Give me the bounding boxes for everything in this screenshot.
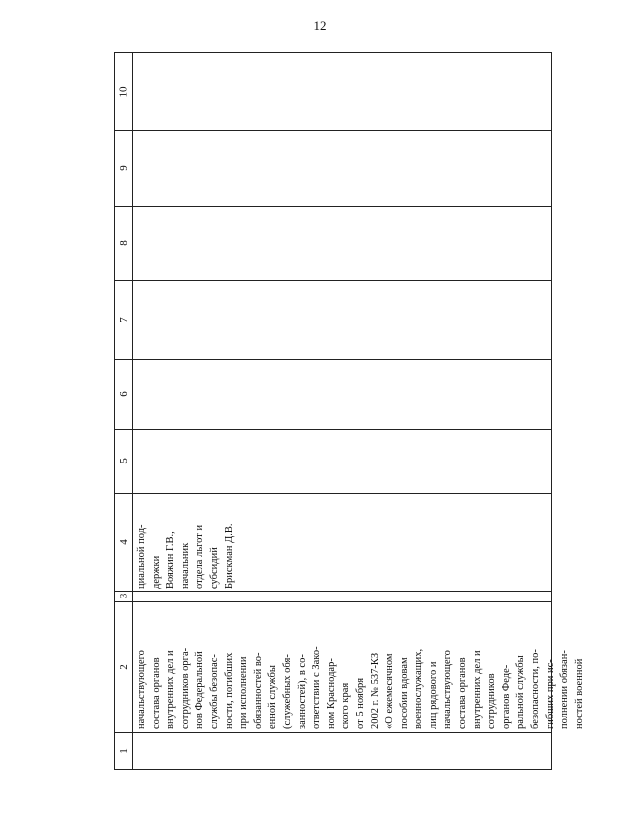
cell-text-line: безопасности, по- <box>530 649 542 729</box>
row-border <box>115 732 551 733</box>
cell-text-line: обязанностей во- <box>252 652 264 729</box>
cell-text-line: ответствии с Зако- <box>311 646 323 729</box>
column-header-6: 6 <box>117 391 130 397</box>
cell-column-2 <box>135 646 587 729</box>
column-header-10: 10 <box>117 86 130 97</box>
cell-text-line: службы безопас- <box>208 654 220 729</box>
cell-text-line: начальствующего <box>136 650 147 729</box>
data-table <box>114 52 585 770</box>
cell-text-line: Брискман Д.В. <box>223 523 235 589</box>
cell-text-line: субсидий <box>208 547 220 589</box>
cell-text-line: ральной службы <box>515 655 527 729</box>
row-border <box>115 429 551 430</box>
cell-text-line: от 5 ноября <box>354 677 366 729</box>
page-number: 12 <box>313 18 327 33</box>
row-border <box>115 591 551 592</box>
column-header-7: 7 <box>117 316 130 323</box>
column-header-1: 1 <box>117 747 130 754</box>
cell-text-line: нов Федеральной <box>194 651 206 729</box>
cell-text-line: полнении обязан- <box>559 650 571 729</box>
cell-text-line: ского края <box>340 682 352 729</box>
cell-text-line: гибших при ис- <box>544 659 556 729</box>
cell-text-line: сотрудников орга- <box>179 647 191 729</box>
cell-text-line: енной службы <box>267 665 279 729</box>
cell-text-line: ном Краснодар- <box>325 658 337 729</box>
column-header-3: 3 <box>118 593 129 599</box>
cell-text-line: лиц рядового и <box>427 661 439 729</box>
cell-text-line: сотрудников <box>486 673 498 729</box>
cell-text-line: состава органов <box>150 657 162 729</box>
cell-text-line: отдела льгот и <box>194 524 206 589</box>
row-border <box>115 130 551 131</box>
cell-text-line: циальной под- <box>136 524 147 589</box>
cell-text-line: военнослужащих, <box>413 648 425 729</box>
row-border <box>115 601 551 602</box>
row-border <box>115 359 551 360</box>
column-header-5: 5 <box>117 458 130 464</box>
cell-text-line: пособии вдовам <box>398 657 410 729</box>
row-border <box>115 206 551 207</box>
row-border <box>115 493 551 494</box>
cell-text-line: начальник <box>179 542 191 589</box>
column-header-4: 4 <box>117 539 130 545</box>
cell-text-line: состава органов <box>457 657 469 729</box>
cell-text-line: (служебных обя- <box>281 654 293 729</box>
cell-text-line: внутренних дел и <box>471 650 483 729</box>
cell-text-line: при исполнении <box>238 656 250 729</box>
column-header-8: 8 <box>117 240 130 246</box>
cell-text-line: органов Феде- <box>500 664 512 729</box>
cell-text-line: держки <box>150 555 162 589</box>
cell-text-line: ности, погибших <box>223 652 235 729</box>
header-strip-border <box>132 53 133 769</box>
cell-text-line: занностей), в со- <box>296 654 308 729</box>
column-header-2: 2 <box>117 663 130 670</box>
cell-text-line: начальствующего <box>442 650 454 729</box>
cell-column-4 <box>135 523 237 589</box>
cell-text-line: внутренних дел и <box>165 650 177 729</box>
cell-text-line: «О ежемесячном <box>384 653 396 729</box>
row-border <box>115 280 551 281</box>
cell-text-line: Вояжин Г.В., <box>165 531 177 589</box>
cell-text-line: ностей военной <box>573 658 585 729</box>
column-header-9: 9 <box>117 165 130 171</box>
cell-text-line: 2002 г. № 537-КЗ <box>369 652 381 729</box>
